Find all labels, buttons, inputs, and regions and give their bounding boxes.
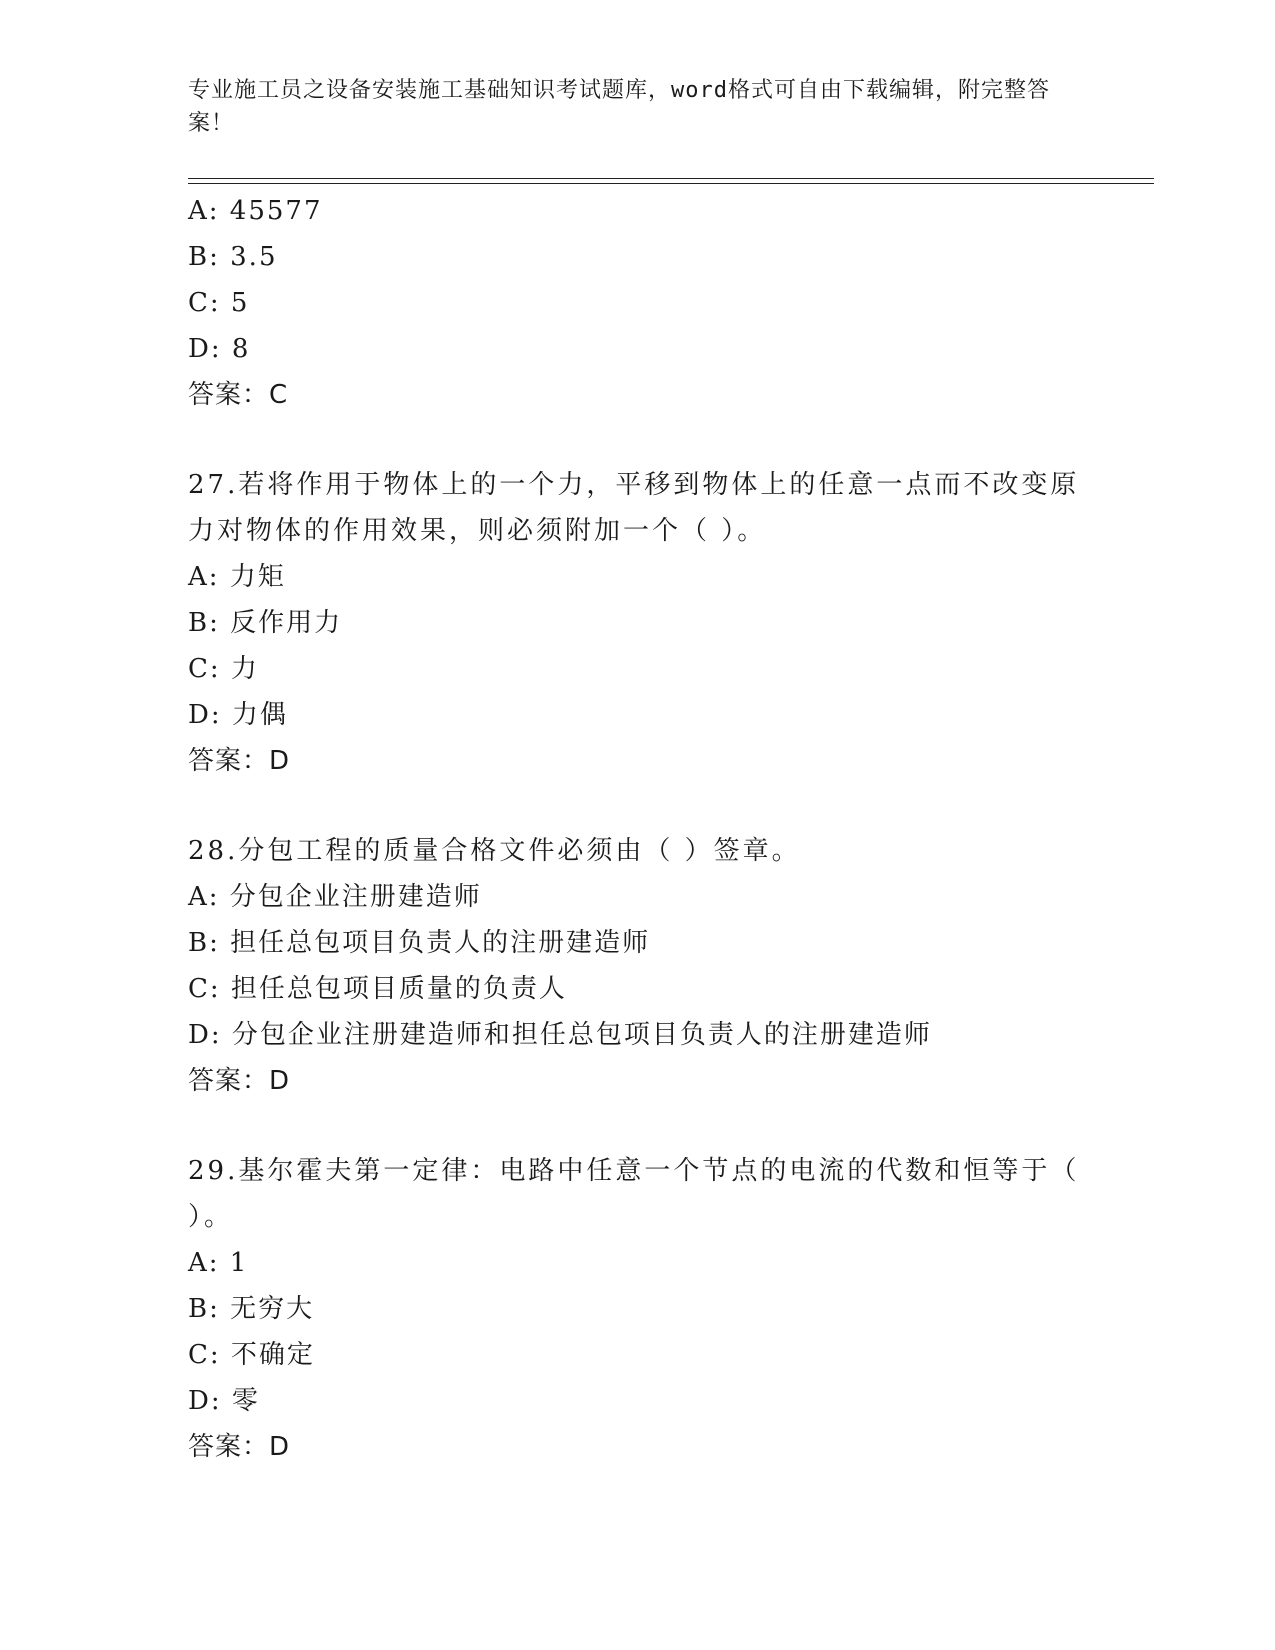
option-d: D: 零 [188,1386,260,1416]
option-a: A: 1 [188,1248,249,1278]
answer-line: 答案：D [188,1066,291,1096]
option-b: B: 3.5 [188,242,278,272]
question-block [188,462,1088,784]
header-rule-bottom [188,183,1154,184]
option-c: C: 力 [188,654,259,684]
option-b: B: 担任总包项目负责人的注册建造师 [188,928,651,958]
option-a: A: 力矩 [188,562,286,592]
question-block [188,188,1088,418]
question-text: 29.基尔霍夫第一定律：电路中任意一个节点的电流的代数和恒等于（ ）。 [188,1156,1080,1232]
option-c: C: 不确定 [188,1340,315,1370]
question-text: 28.分包工程的质量合格文件必须由（ ）签章。 [188,836,801,866]
question-list [188,188,1088,1470]
option-b: B: 无穷大 [188,1294,315,1324]
option-c: C: 5 [188,288,250,318]
question-text: 27.若将作用于物体上的一个力，平移到物体上的任意一点而不改变原力对物体的作用效果，则必须附加一个（ ）。 [188,470,1080,546]
document-header [188,74,1068,140]
option-b: B: 反作用力 [188,608,343,638]
question-block [188,1148,1088,1470]
header-title: 专业施工员之设备安装施工基础知识考试题库，word格式可自由下载编辑，附完整答案！ [188,78,1050,136]
option-d: D: 力偶 [188,700,288,730]
answer-line: 答案：C [188,380,289,410]
option-a: A: 45577 [188,196,323,226]
option-a: A: 分包企业注册建造师 [188,882,482,912]
answer-line: 答案：D [188,746,291,776]
header-rule-top [188,178,1154,179]
option-d: D: 分包企业注册建造师和担任总包项目负责人的注册建造师 [188,1020,932,1050]
answer-line: 答案：D [188,1432,291,1462]
option-c: C: 担任总包项目质量的负责人 [188,974,567,1004]
option-d: D: 8 [188,334,251,364]
question-block [188,828,1088,1104]
